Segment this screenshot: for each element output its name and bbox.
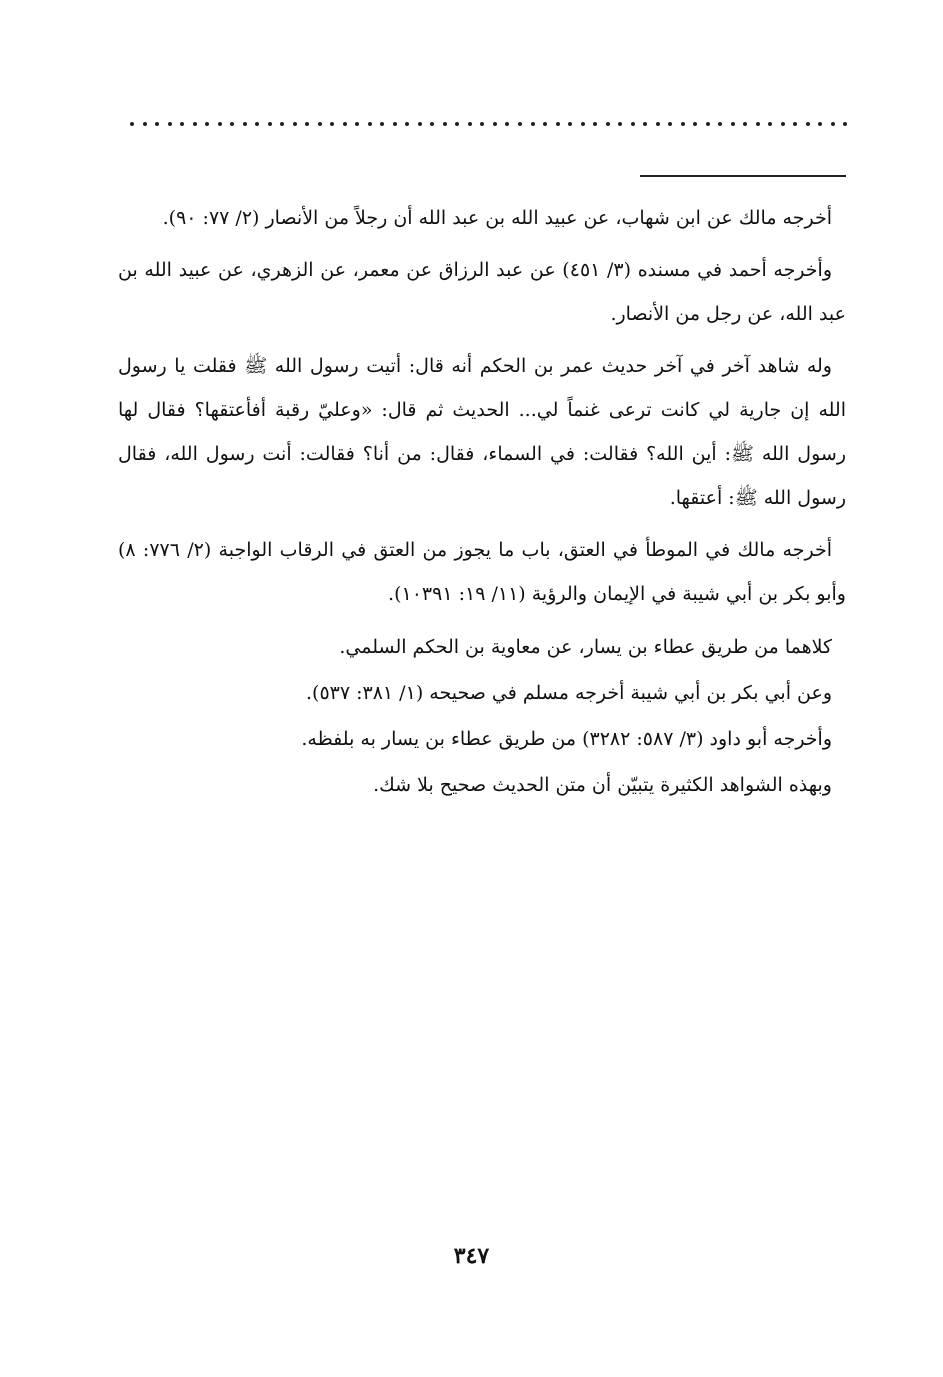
line-both-chains: كلاهما من طريق عطاء بن يسار، عن معاوية بن الحكم السلمي. bbox=[339, 636, 832, 658]
line-conclusion: وبهذه الشواهد الكثيرة يتبيّن أن متن الحديث صحيح بلا شك. bbox=[373, 774, 832, 796]
dotted-separator bbox=[130, 118, 848, 130]
paragraph-ahmad: وأخرجه أحمد في مسنده (٣/ ٤٥١) عن عبد الرزاق عن معمر، عن الزهري، عن عبيد الله بن عبد الله، عن رجل من الأنصار. bbox=[118, 259, 846, 325]
line-muslim: وعن أبي بكر بن أبي شيبة أخرجه مسلم في صحيحه (١/ ٣٨١: ٥٣٧). bbox=[305, 682, 832, 704]
page-body bbox=[118, 196, 846, 808]
line-abu-dawud: وأخرجه أبو داود (٣/ ٥٨٧: ٣٢٨٢) من طريق عطاء بن يسار به بلفظه. bbox=[301, 728, 832, 750]
paragraph-malik: أخرجه مالك عن ابن شهاب، عن عبيد الله بن عبد الله أن رجلاً من الأنصار (٢/ ٧٧: ٩٠). bbox=[162, 207, 832, 229]
paragraph-muwatta: أخرجه مالك في الموطأ في العتق، باب ما يجوز من العتق في الرقاب الواجبة (٢/ ٧٧٦: ٨) وأبو بكر بن أبي شيبة في الإيمان والرؤية (١١/ ١٩: ١٠٣٩١). bbox=[118, 539, 846, 605]
page-number: ٣٤٧ bbox=[453, 1243, 490, 1269]
paragraph-witness: وله شاهد آخر في آخر حديث عمر بن الحكم أنه قال: أتيت رسول الله ﷺ فقلت يا رسول الله إن جارية لي كانت ترعى غنماً لي... الحديث ثم قال: «وعليّ رقبة أفأعتقها؟ فقال لها رسول الله ﷺ: أين الله؟ فقالت: في السماء، فقال: من أنا؟ فقالت: أنت رسول الله، فقال رسول الله ﷺ: أعتقها. bbox=[118, 355, 846, 509]
footnote-rule bbox=[640, 175, 846, 177]
